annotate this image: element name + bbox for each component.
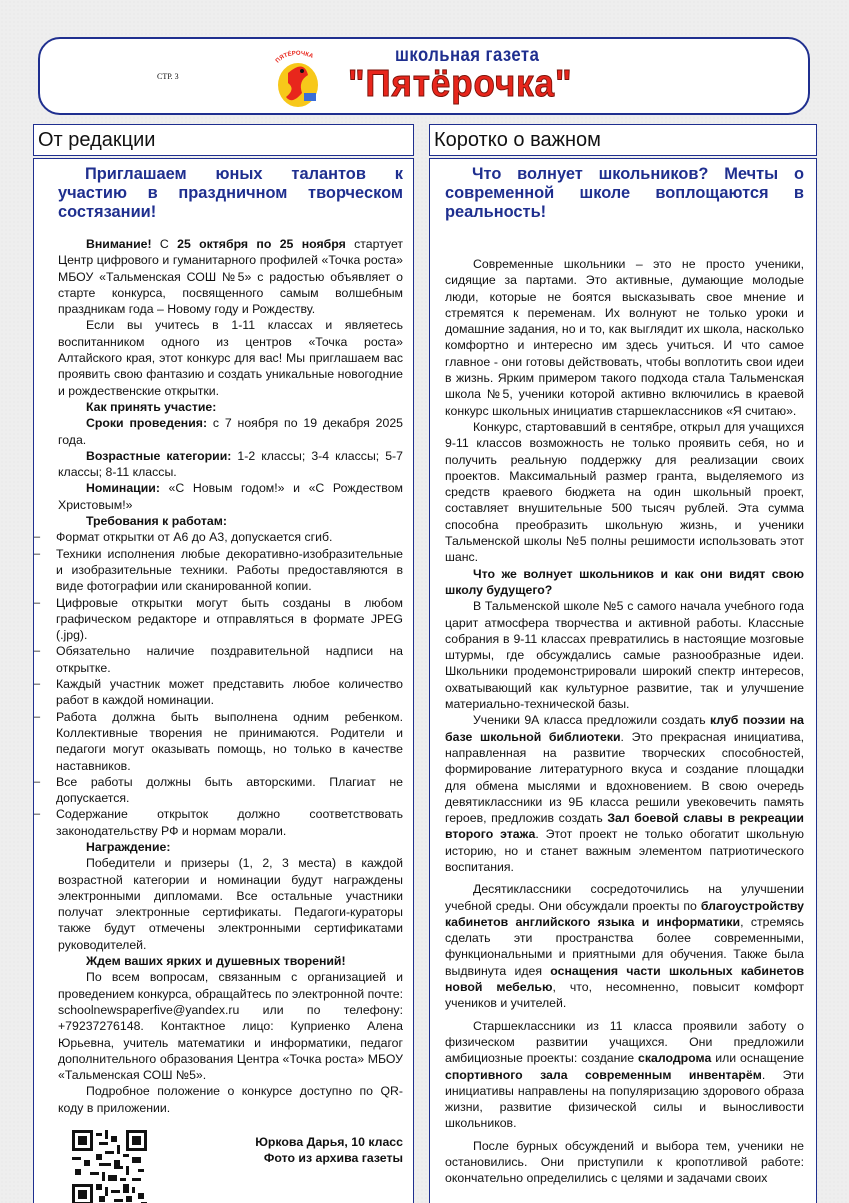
masthead-title: "Пятёрочка" — [348, 63, 573, 105]
masthead — [38, 37, 810, 115]
paragraph: Ученики 9А класса предложили создать клуб поэзии на базе школьной библиотеки. Это прекрасная инициатива, направленная на развитие творческих способностей, формирование литературного вкуса и создание площадки для обмена мыслями и вдохновением. В свою очередь девятиклассники из 9Б класса решили увековечить память героев, предложив создать Зал боевой славы в рекреации второго этажа. Этот проект не только обогатит школьную историю, но и станет важным элементом патриотического воспитания. — [445, 713, 805, 874]
list-item: – Работа должна быть выполнена одним ребенком. Коллективные творения не принимаются. Родители и педагоги могут оказывать помощь, но только в качестве наставников. — [56, 709, 403, 774]
subheading: Как принять участие: — [86, 399, 217, 414]
page-number: СТР. 3 — [157, 72, 179, 81]
paragraph: В Тальменской школе №5 с самого начала учебного года царит атмосфера творчества и активной работы. Классные собрания в 9-11 классах превратились в настоящие мозговые штурмы, где обсуждались самые разнообразные идеи. Школьники продемонстрировали широкий спектр интересов, охватывающий как культурное развитие, так и улучшение материально-технической базы. — [445, 599, 804, 712]
subheading: Награждение: — [86, 839, 171, 854]
subheading: Требования к работам: — [86, 514, 227, 529]
paragraph: Если вы учитесь в 1-11 классах и являетесь воспитанником одного из центров «Точка роста» Алтайского края, этот конкурс для вас! Мы приглашаем вас проявить свою фантазию и создать уникальные новогодние и рождественские открытки. — [58, 318, 403, 398]
right-column — [429, 158, 817, 1203]
masthead-subtitle: школьная газета — [395, 45, 540, 66]
list-item: – Все работы должны быть авторскими. Плагиат не допускается. — [56, 774, 403, 807]
paragraph: Десятиклассники сосредоточились на улучшении учебной среды. Они обсуждали проекты по благоустройству кабинетов английского языка и информатики, стремясь сделать эти пространства более современными, функциональными и приятными для обучения. Также была выдвинута идея оснащения части школьных кабинетов новой мебелью, что, несомненно, повысит комфорт учеников и учителей. — [445, 882, 805, 1011]
author: Юркова Дарья, 10 класс — [255, 1135, 403, 1150]
photo-credit: Фото из архива газеты — [263, 1151, 403, 1166]
signature-block — [58, 1126, 403, 1203]
qr-code — [72, 1130, 147, 1203]
byline — [255, 1134, 403, 1167]
list-item: – Формат открытки от А6 до А3, допускается сгиб. — [56, 529, 403, 545]
left-section-title: От редакции — [33, 124, 414, 156]
paragraph: Подробное положение о конкурсе доступно по QR-коду в приложении. — [58, 1084, 403, 1115]
svg-text:ПЯТЁРОЧКА: ПЯТЁРОЧКА — [274, 50, 314, 65]
list-item: – Цифровые открытки могут быть созданы в любом графическом редакторе и отправляться в формате JPEG (.jpg). — [56, 595, 403, 644]
subheading: Что же волнует школьников и как они видят свою школу будущего? — [445, 566, 804, 597]
list-item: – Содержание открыток должно соответствовать законодательству РФ и нормам морали. — [56, 806, 403, 839]
list-item: – Каждый участник может представить любое количество работ в каждой номинации. — [56, 676, 403, 709]
mascot-logo — [268, 45, 328, 111]
paragraph: Победители и призеры (1, 2, 3 места) в каждой возрастной категории и номинации будут награждены электронными дипломами. Все остальные участники получат электронные сертификаты. Педагоги-кураторы также будут отмечены электронными сертификатами руководителей. — [58, 856, 403, 952]
right-section-title: Коротко о важном — [429, 124, 817, 156]
nominations-line: Номинации: «С Новым годом!» и «С Рождеством Христовым!» — [58, 481, 403, 512]
list-item: – Техники исполнения любые декоративно-изобразительные и изобразительные техники. Работы предоставляются в виде фотографии или сканированной копии. — [56, 546, 403, 595]
subheading: Ждем ваших ярких и душевных творений! — [86, 954, 346, 969]
paragraph: Старшеклассники из 11 класса проявили заботу о физическом развитии учащихся. Они предложили амбициозные проекты: создание скалодрома или оснащение спортивного зала современным инвентарём. Эти инициативы направлены на популяризацию здорового образа жизни, развитие физической силы и выносливости школьников. — [445, 1018, 804, 1131]
ages-line: Возрастные категории: 1-2 классы; 3-4 классы; 5-7 классы; 8-11 классы. — [58, 448, 403, 480]
requirements-list — [58, 529, 403, 839]
intro-paragraph: Внимание! С 25 октября по 25 ноября стартует Центр цифрового и гуманитарного профилей «Точка роста» МБОУ «Тальменская СОШ №5» с радостью объявляет о старте конкурса, посвященного самым волшебным праздникам года – Новому году и Рождеству. — [58, 237, 404, 317]
paragraph: Современные школьники – это не просто ученики, сидящие за партами. Это активные, думающие молодые люди, которые не боятся высказывать свое мнение и стремятся к переменам. Их волнуют не только уроки и домашние задания, но и то, как выглядит их школа, насколько комфортно и интересно им здесь учиться. И что самое главное - они готовы действовать, чтобы воплотить свои идеи в жизнь. Ярким примером такого подхода стала Тальменская школа №5, ученики которой активно включились в краевой конкурс школьных инициатив старшеклассников «Я считаю». — [445, 257, 804, 418]
paragraph: Конкурс, стартовавший в сентябре, открыл для учащихся 9-11 классов возможность не только проявить себя, но и получить реальную поддержку для реализации своих проектов. Максимальный размер гранта, выделяемого из средств краевого бюджета на один школьный проект, составляет внушительные 500 тысяч рублей. Эта сумма способна преобразить школьную жизнь, и ученики Тальменской школы №5 полны решимости использовать этот шанс. — [445, 419, 804, 565]
paragraph: По всем вопросам, связанным с организацией и проведением конкурса, обращайтесь по электронной почте: schoolnewspaperfive@yandex.ru или по телефону: +79237276148. Контактное лицо: Куприенко Алена Юрьевна, учитель математики и информатики, педагог дополнительного образования Центра «Точка роста» МБОУ «Тальменская СОШ №5». — [58, 970, 403, 1083]
left-headline: Приглашаем юных талантов к участию в праздничном творческом состязании! — [58, 165, 403, 221]
terms-line: Сроки проведения: с 7 ноября по 19 декабря 2025 года. — [58, 416, 403, 447]
left-column — [33, 158, 414, 1203]
paragraph: После бурных обсуждений и выбора тем, ученики не остановились. Они приступили к кропотливой работе: окончательно определились с целями и задачами своих — [445, 1138, 804, 1186]
list-item: – Обязательно наличие поздравительной надписи на открытке. — [56, 643, 403, 676]
right-headline: Что волнует школьников? Мечты о современной школе воплощаются в реальность! — [445, 165, 804, 221]
